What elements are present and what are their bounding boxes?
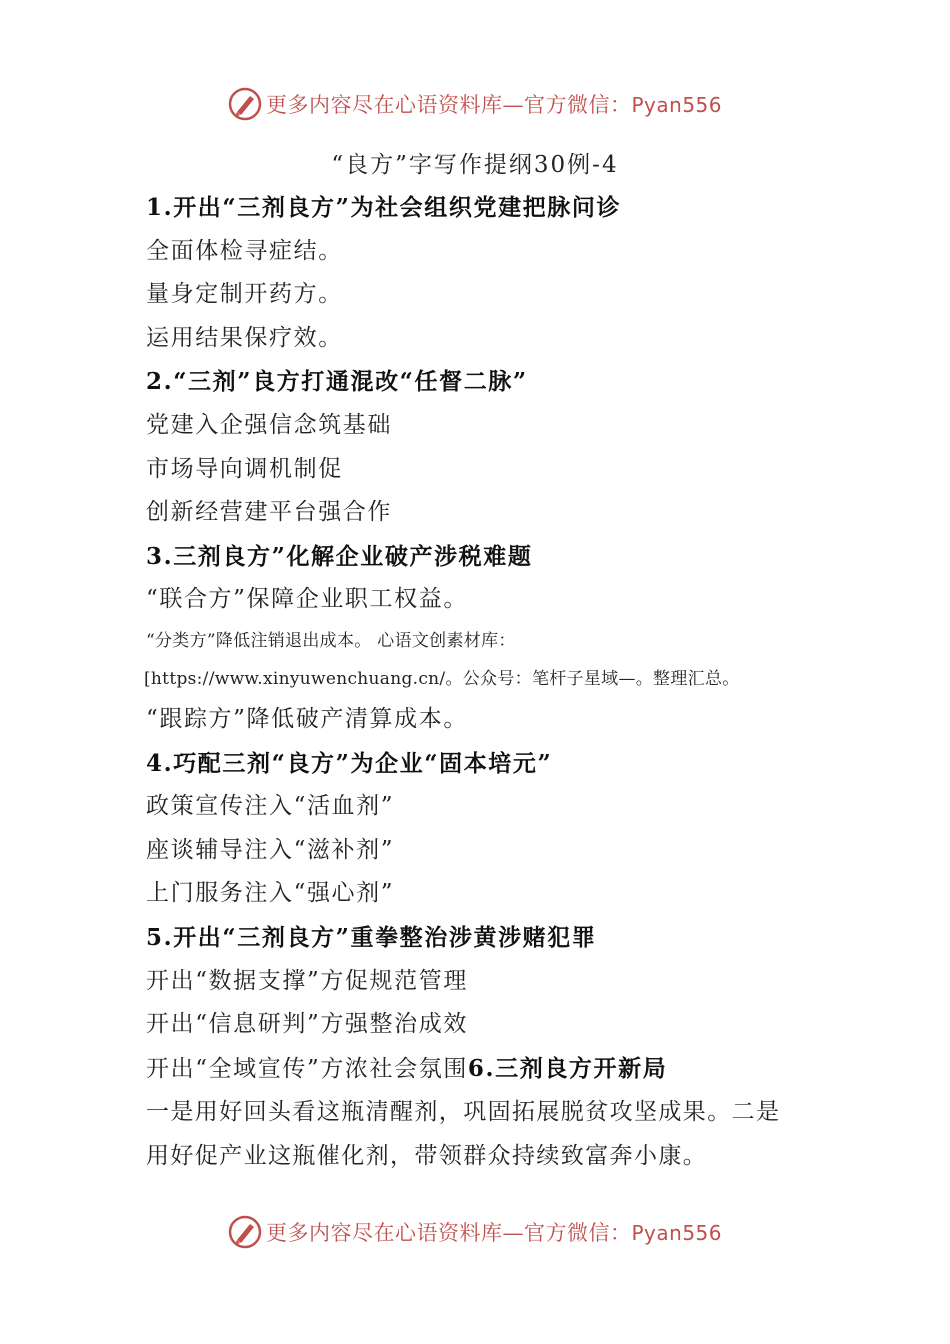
body-line: 运用结果保疗效。	[146, 324, 343, 351]
body-line: 座谈辅导注入“滋补剂”	[146, 836, 395, 863]
watermark-wechat-id: Pyan556	[631, 93, 722, 117]
pen-logo-icon	[228, 87, 262, 121]
body-line: 创新经营建平台强合作	[146, 499, 392, 526]
watermark-footer	[0, 1212, 950, 1252]
watermark-header	[0, 84, 950, 124]
section-heading-4: 4.巧配三剂“良方”为企业“固本培元”	[146, 749, 553, 777]
body-line: 开出“信息研判”方强整治成效	[146, 1011, 468, 1038]
body-line: “跟踪方”降低破产清算成本。	[146, 705, 468, 732]
pen-logo-icon	[228, 1215, 262, 1249]
body-line: 全面体检寻症结。	[146, 237, 343, 264]
body-line-small: “分类方”降低注销退出成本。 心语文创素材库：	[146, 630, 516, 651]
section-heading-2: 2.“三剂”良方打通混改“任督二脉”	[146, 368, 528, 396]
section-heading-5: 5.开出“三剂良方”重拳整治涉黄涉赌犯罪	[146, 923, 597, 951]
source-note: [https://www.xinyuwenchuang.cn/。公众号：笔杆子星域—。整理汇总。	[144, 668, 740, 689]
section-heading-1: 1.开出“三剂良方”为社会组织党建把脉问诊	[146, 194, 622, 221]
body-line-with-heading	[146, 1047, 806, 1092]
section-heading-3: 3.三剂良方”化解企业破产涉税难题	[146, 542, 533, 570]
section-heading-6: 6.三剂良方开新局	[467, 1054, 668, 1082]
document-body	[146, 186, 806, 1178]
watermark-text: 更多内容尽在心语资料库—官方微信：Pyan556	[265, 1221, 722, 1245]
body-text: 开出“全域宣传”方浓社会氛围	[146, 1055, 468, 1082]
body-line: 上门服务注入“强心剂”	[146, 880, 395, 907]
watermark-text: 更多内容尽在心语资料库—官方微信：Pyan556	[265, 93, 722, 117]
body-line: 量身定制开药方。	[146, 281, 343, 308]
body-line: “联合方”保障企业职工权益。	[146, 586, 468, 613]
body-paragraph: 一是用好回头看这瓶清醒剂，巩固拓展脱贫攻坚成果。二是用好促产业这瓶催化剂，带领群众持续致富奔小康。	[146, 1099, 781, 1169]
body-line: 政策宣传注入“活血剂”	[146, 793, 395, 820]
watermark-wechat-id: Pyan556	[631, 1221, 722, 1245]
body-line: 开出“数据支撑”方促规范管理	[146, 967, 468, 994]
document-title: “良方”字写作提纲30例-4	[331, 152, 619, 178]
body-line: 党建入企强信念筑基础	[146, 411, 392, 438]
body-line: 市场导向调机制促	[146, 455, 343, 482]
